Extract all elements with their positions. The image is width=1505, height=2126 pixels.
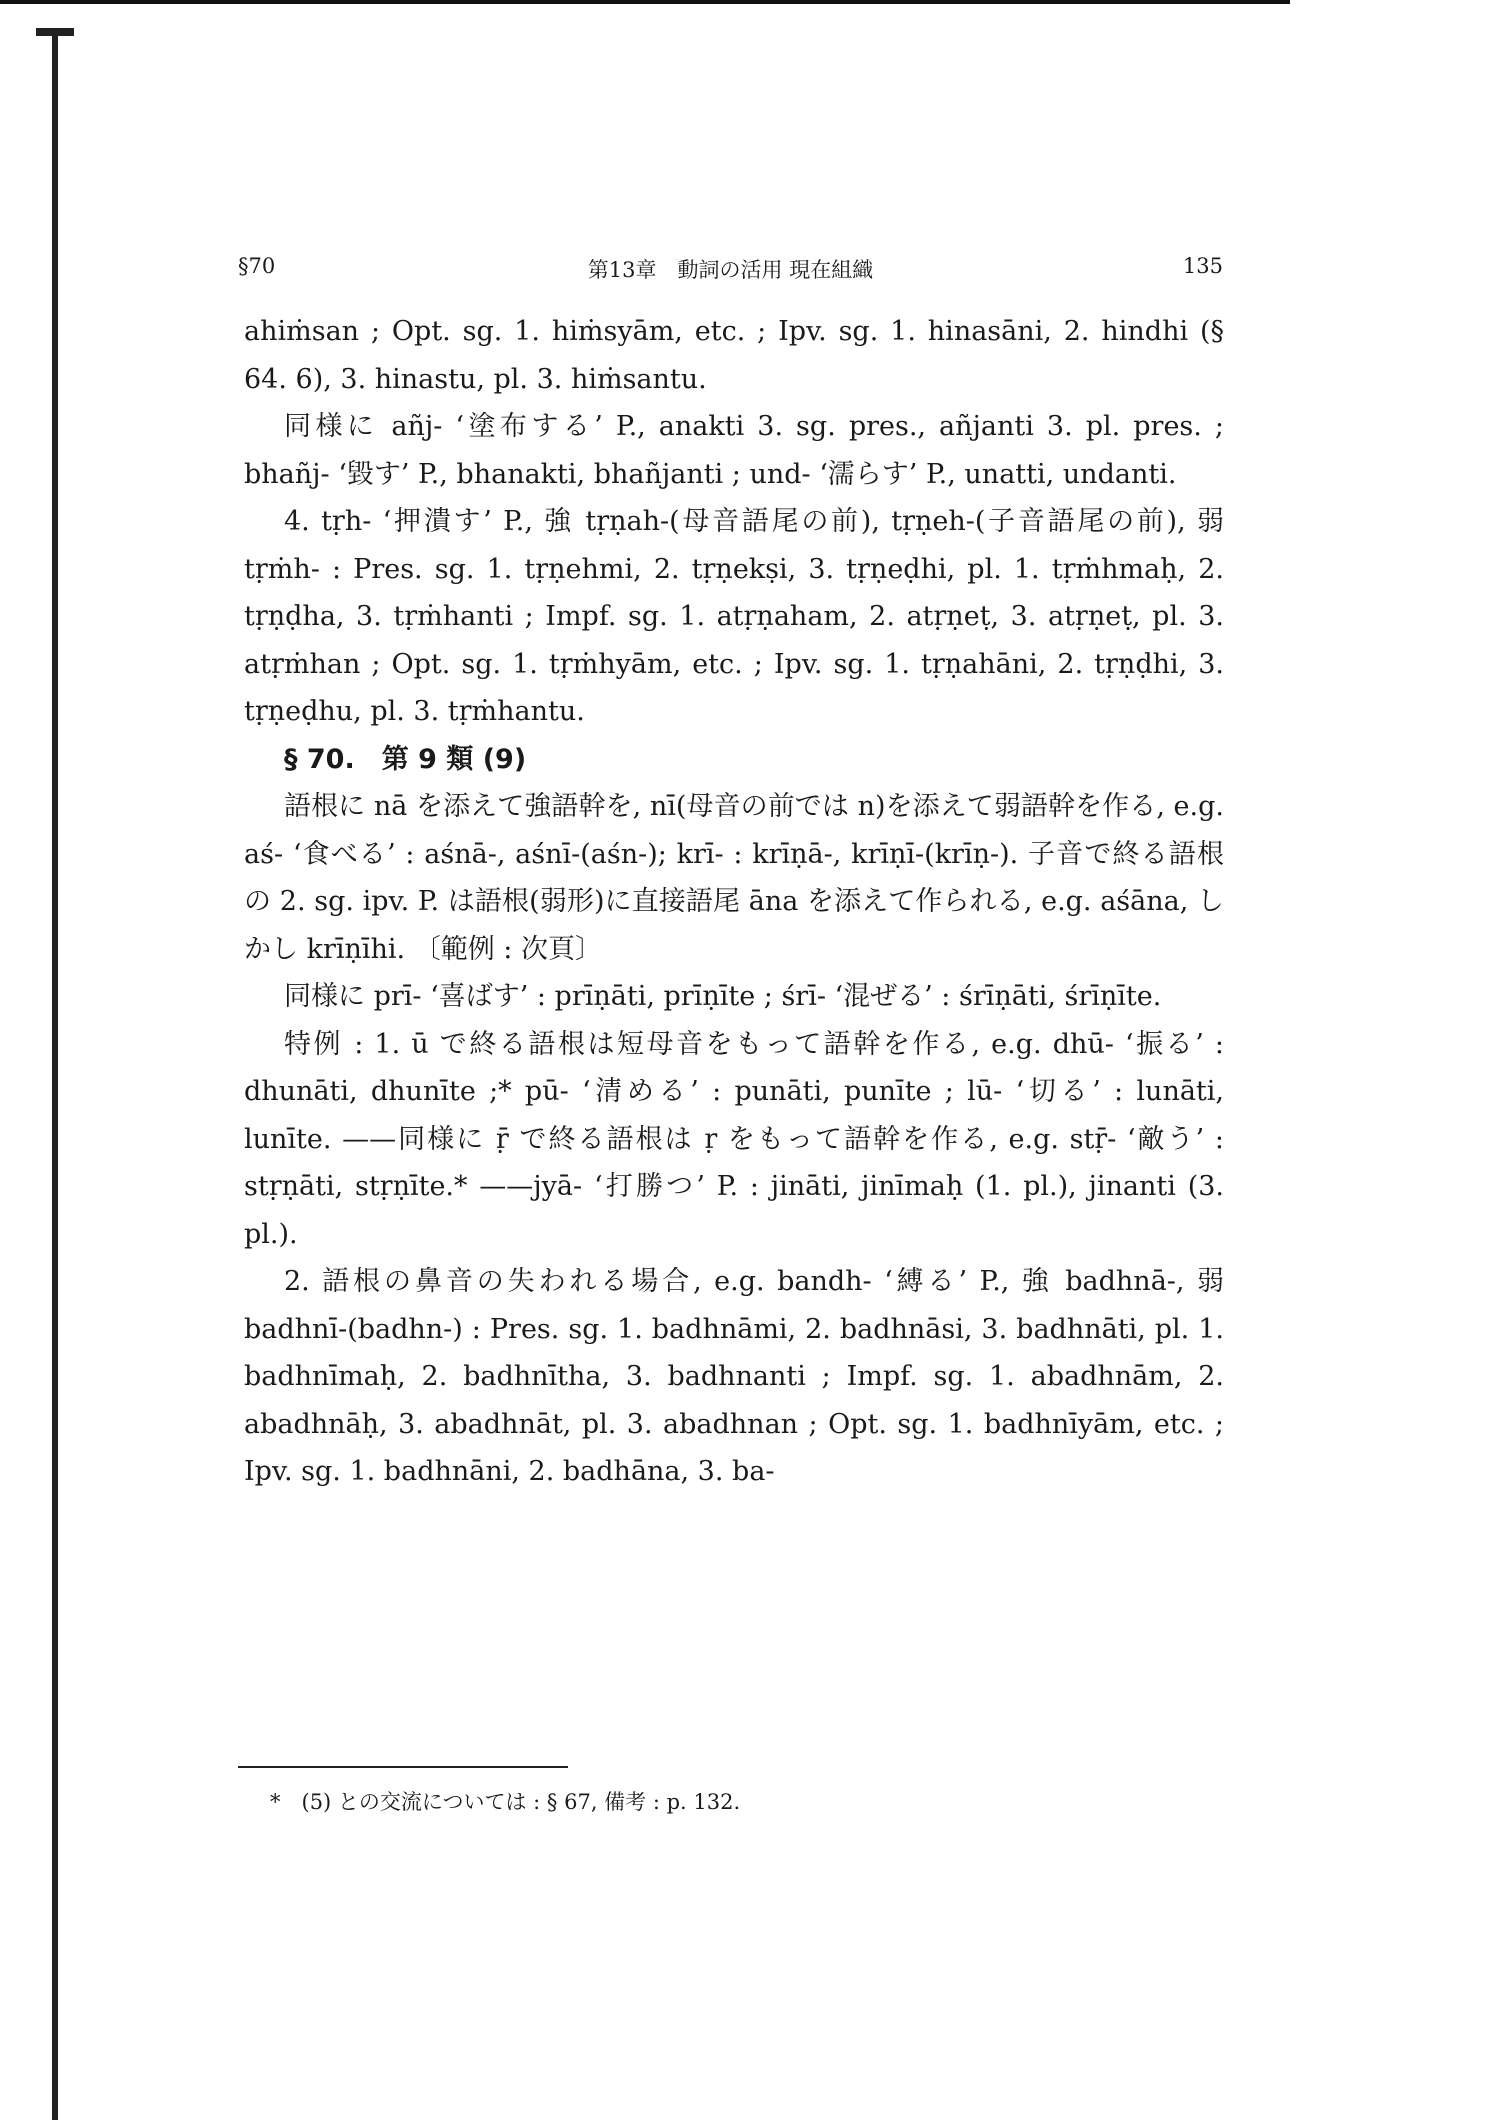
paragraph-special-2: 2. 語根の鼻音の失われる場合, e.g. bandh- ‘縛る’ P., 強 badhnā-, 弱 badhnī-(badhn-) : Pres. sg. 1. badhnāmi, 2. badhnāsi, 3. badhnāti, pl. 1. badhnīmaḥ, 2. badhnītha, 3. badhnanti ; Impf. sg. 1. abadhnām, 2. abadhnāḥ, 3. abadhnāt, pl. 3. abadhnan ; Opt. sg. 1. badhnīyām, etc. ; Ipv. sg. 1. badhnāni, 2. badhāna, 3. ba- <box>244 1266 1224 1487</box>
paragraph-special-1: 特例 : 1. ū で終る語根は短母音をもって語幹を作る, e.g. dhū- ‘振る’ : dhunāti, dhunīte ;* pū- ‘清める’ : punāti, punīte ; lū- ‘切る’ : lunāti, lunīte. ——同様に ṝ で終る語根は ṛ をもって語幹を作る, e.g. stṝ- ‘敵う’ : stṛṇāti, stṛṇīte.* ——jyā- ‘打勝つ’ P. : jināti, jinīmaḥ (1. pl.), jinanti (3. pl.). <box>244 1028 1224 1250</box>
running-head-section: §70 <box>238 254 276 278</box>
paragraph-continuation: ahiṁsan ; Opt. sg. 1. hiṁsyām, etc. ; Ipv. sg. 1. hinasāni, 2. hindhi (§ 64. 6), 3. hinastu, pl. 3. hiṁsantu. <box>244 316 1224 395</box>
scan-left-edge <box>52 30 58 2120</box>
paragraph-class-9-intro: 語根に nā を添えて強語幹を, nī(母音の前では n)を添えて弱語幹を作る, e.g. aś- ‘食べる’ : aśnā-, aśnī-(aśn-); krī- : krīṇā-, krīṇī-(krīṇ-). 子音で終る語根の 2. sg. ipv. P. は語根(弱形)に直接語尾 āna を添えて作られる, e.g. aśāna, しかし krīṇīhi. 〔範例 : 次頁〕 <box>244 791 1224 965</box>
running-head <box>238 254 1223 286</box>
paragraph-pri: 同様に prī- ‘喜ばす’ : prīṇāti, prīṇīte ; śrī- ‘混ぜる’ : śrīṇāti, śrīṇīte. <box>284 981 1162 1012</box>
footnote-rule <box>238 1766 568 1768</box>
footnote: * (5) との交流については : § 67, 備考 : p. 132. <box>270 1790 741 1814</box>
paragraph-trh: 4. tṛh- ‘押潰す’ P., 強 tṛṇah-(母音語尾の前), tṛṇeh-(子音語尾の前), 弱 tṛṁh- : Pres. sg. 1. tṛṇehmi, 2. tṛṇekṣi, 3. tṛṇeḍhi, pl. 1. tṛṁhmaḥ, 2. tṛṇḍha, 3. tṛṁhanti ; Impf. sg. 1. atṛṇaham, 2. atṛṇeṭ, 3. atṛṇeṭ, pl. 3. atṛṁhan ; Opt. sg. 1. tṛṁhyām, etc. ; Ipv. sg. 1. tṛṇahāni, 2. tṛṇḍhi, 3. tṛṇeḍhu, pl. 3. tṛṁhantu. <box>244 506 1224 727</box>
page-number: 135 <box>1182 254 1223 278</box>
paragraph-anj: 同様に añj- ‘塗布する’ P., anakti 3. sg. pres., añjanti 3. pl. pres. ; bhañj- ‘毀す’ P., bhanakti, bhañjanti ; und- ‘濡らす’ P., unatti, undanti. <box>244 411 1224 490</box>
scan-top-edge <box>0 0 1290 4</box>
section-heading-70: § 70. 第 9 類 (9) <box>284 743 527 775</box>
body-text <box>244 308 1224 1496</box>
running-head-chapter-title: 第13章 動詞の活用 現在組織 <box>587 258 874 282</box>
